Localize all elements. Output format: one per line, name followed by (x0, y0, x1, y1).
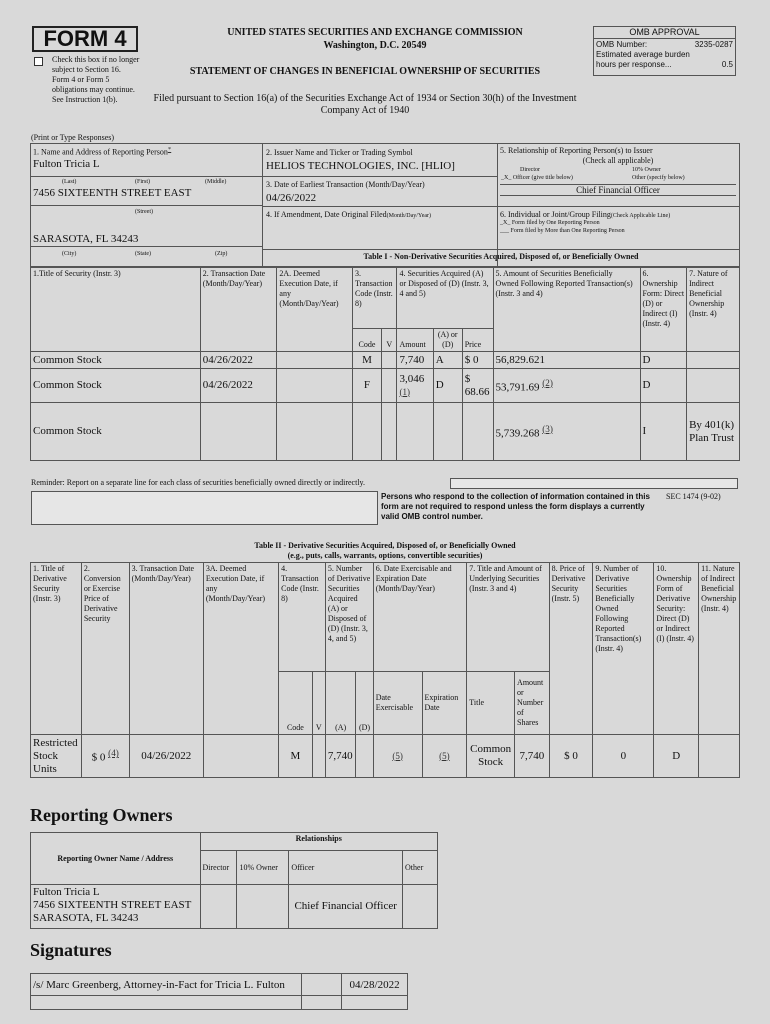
footnote-link[interactable]: (3) (542, 423, 553, 434)
cell-amount: 7,740 (397, 352, 433, 369)
table2-subtitle: (e.g., puts, calls, warrants, options, convertible securities) (287, 551, 483, 560)
city-label: (City) (62, 251, 77, 257)
t2-c3a-header: 3A. Deemed Execution Date, if any (Month/Day/Year) (203, 563, 278, 735)
cell-date: 04/26/2022 (200, 352, 277, 369)
owners-officer-header: Officer (289, 851, 403, 885)
t1-col2-header: 2. Transaction Date (Month/Day/Year) (200, 268, 277, 352)
persons-notice: Persons who respond to the collection of information contained in this form are not required to respond unless the form displays a currently valid OMB control number. (381, 492, 650, 521)
sec-code: SEC 1474 (9-02) (666, 492, 721, 501)
cell-d (356, 735, 373, 778)
cell-nature (699, 735, 740, 778)
t1-sub-amount: Amount (397, 329, 433, 352)
cell-a: 7,740 (325, 735, 356, 778)
t2-sub-title: Title (467, 672, 515, 735)
t1-col2a-header: 2A. Deemed Execution Date, if any (Month/Day/Year) (277, 268, 353, 352)
t2-c4-header: 4. Transaction Code (Instr. 8) (279, 563, 326, 672)
t2-c1-header: 1. Title of Derivative Security (Instr. 3) (31, 563, 82, 735)
table1 (30, 267, 740, 461)
cell-title: Common Stock (31, 403, 201, 461)
cell-date: 04/26/2022 (129, 735, 203, 778)
cell-amount: 3,046 (399, 372, 425, 385)
owners-other-header: Other (403, 851, 438, 885)
field4-label: 4. If Amendment, Date Original Filed (266, 210, 387, 219)
t2-sub-v: V (312, 672, 325, 735)
table2-title: Table II - Derivative Securities Acquired, Disposed of, or Beneficially Owned (254, 541, 516, 550)
owners-relationships-header: Relationships (200, 833, 438, 851)
t1-col7-header: 7. Nature of Indirect Beneficial Ownership (Instr. 4) (687, 268, 740, 352)
signature-date: 04/28/2022 (342, 974, 408, 996)
omb-burden: Estimated average burden (596, 50, 690, 59)
field6-opt1: _X_ Form filed by One Reporting Person (500, 220, 600, 226)
t1-col5-header: 5. Amount of Securities Beneficially Owned Following Reported Transaction(s) (Instr. 3 and 4) (493, 268, 640, 352)
cell-nature: By 401(k) Plan Trust (687, 403, 740, 461)
reporting-name: Fulton Tricia L (33, 158, 100, 170)
checkbox-text: Check this box if no longer subject to Section 16. Form 4 or Form 5 obligations may continue. See Instruction 1(b). (52, 55, 140, 104)
street-label: (Street) (135, 209, 153, 215)
cell-aord: A (433, 352, 462, 369)
filed-pursuant: Filed pursuant to Section 16(a) of the Securities Exchange Act of 1934 or Section 30(h) of the Investment Company Act of 1940 (153, 93, 577, 116)
cell-form: D (640, 352, 687, 369)
omb-box (593, 26, 736, 76)
reporting-street: 7456 SIXTEENTH STREET EAST (33, 187, 192, 199)
cell-code: F (352, 369, 381, 403)
last-label: (Last) (62, 179, 77, 185)
director-option: Director (520, 167, 540, 173)
signatures-table (30, 973, 408, 1010)
officer-title: Chief Financial Officer (500, 184, 736, 196)
owner-city: SARASOTA, FL 34243 (33, 912, 139, 924)
field5-sub: (Check all applicable) (582, 156, 654, 165)
t2-c11-header: 11. Nature of Indirect Beneficial Ownership (Instr. 4) (699, 563, 740, 735)
cell-price: $ 0 (462, 352, 493, 369)
signatures-heading: Signatures (30, 940, 112, 960)
field3-label: 3. Date of Earliest Transaction (Month/Day/Year) (266, 180, 425, 189)
form-title: FORM 4 (43, 26, 127, 51)
t2-sub-exp: Expiration Date (422, 672, 467, 735)
cell-owned: 0 (593, 735, 654, 778)
reminder-box-left (31, 491, 378, 525)
reminder-text: Reminder: Report on a separate line for each class of securities beneficially owned directly or indirectly. (31, 478, 366, 487)
field1-label: 1. Name and Address of Reporting Person (33, 147, 168, 157)
cell-owned: 53,791.69 (495, 381, 540, 394)
cell-v (381, 352, 397, 369)
footnote-link[interactable]: (2) (542, 377, 553, 388)
cell-price: $ 0 (91, 751, 106, 764)
cell-deriv-price: $ 0 (549, 735, 593, 778)
t2-sub-d: (D) (356, 672, 373, 735)
t1-col4-header: 4. Securities Acquired (A) or Disposed of (D) (Instr. 3, 4 and 5) (397, 268, 493, 329)
cell-code (352, 403, 381, 461)
earliest-date: 04/26/2022 (266, 192, 317, 204)
t2-sub-amount: Amount or Number of Shares (515, 672, 550, 735)
agency-location: Washington, D.C. 20549 (323, 40, 427, 51)
field2-label: 2. Issuer Name and Ticker or Trading Symbol (266, 148, 413, 157)
omb-number-label: OMB Number: (596, 40, 648, 49)
t1-sub-code: Code (352, 329, 381, 352)
cell-price: $ 68.66 (462, 369, 493, 403)
cell-amount (397, 403, 433, 461)
footnote-link[interactable]: (5) (422, 735, 467, 778)
owners-table (30, 832, 438, 929)
zip-label: (Zip) (215, 251, 228, 257)
cell-date: 04/26/2022 (200, 369, 277, 403)
field5-label: 5. Relationship of Reporting Person(s) to Issuer (500, 146, 653, 155)
form-title-box (32, 26, 138, 52)
cell-form: I (640, 403, 687, 461)
field6-small: (Check Applicable Line) (610, 213, 671, 219)
reporting-city: SARASOTA, FL 34243 (33, 233, 139, 245)
agency-title: UNITED STATES SECURITIES AND EXCHANGE COMMISSION (227, 27, 523, 38)
owner-name: Fulton Tricia L (33, 886, 100, 898)
t2-c3-header: 3. Transaction Date (Month/Day/Year) (129, 563, 203, 735)
owners-heading: Reporting Owners (30, 805, 173, 825)
cell-code: M (279, 735, 313, 778)
t2-sub-dateex: Date Exercisable (373, 672, 422, 735)
cell-underlying-amount: 7,740 (515, 735, 550, 778)
statement-title: STATEMENT OF CHANGES IN BENEFICIAL OWNERSHIP OF SECURITIES (189, 66, 541, 77)
table-row (31, 352, 740, 369)
table-row (31, 885, 438, 929)
t2-c6-header: 6. Date Exercisable and Expiration Date (Month/Day/Year) (373, 563, 467, 672)
cell-form: D (640, 369, 687, 403)
t1-col1-header: 1.Title of Security (Instr. 3) (31, 268, 201, 352)
omb-title: OMB APPROVAL (594, 27, 735, 39)
table1-title: Table I - Non-Derivative Securities Acquired, Disposed of, or Beneficially Owned (363, 252, 639, 261)
middle-label: (Middle) (205, 179, 227, 185)
cell-underlying-title: Common Stock (467, 735, 515, 778)
cell-deemed (277, 352, 353, 369)
other-option: Other (specify below) (632, 175, 685, 181)
t1-sub-price: Price (462, 329, 493, 352)
cell-deemed (203, 735, 278, 778)
cell-title: Common Stock (31, 352, 201, 369)
signer: /s/ Marc Greenberg, Attorney-in-Fact for Tricia L. Fulton (31, 974, 302, 996)
cell-v (312, 735, 325, 778)
t2-c5-header: 5. Number of Derivative Securities Acquired (A) or Disposed of (D) (Instr. 3, 4, and 5) (325, 563, 373, 672)
print-type: (Print or Type Responses) (31, 133, 115, 142)
cell-aord: D (433, 369, 462, 403)
footnote-link[interactable]: (4) (108, 748, 119, 759)
omb-hours: 0.5 (721, 60, 733, 69)
cell-owned: 5,739.268 (495, 427, 540, 440)
state-label: (State) (135, 251, 151, 257)
footnote-link[interactable]: (5) (373, 735, 422, 778)
t2-c9-header: 9. Number of Derivative Securities Beneficially Owned Following Reported Transaction(s) (Instr. 4) (593, 563, 654, 735)
owner-street: 7456 SIXTEENTH STREET EAST (33, 899, 192, 911)
field1-star: * (167, 146, 172, 153)
owners-ten-pct-header: 10% Owner (237, 851, 289, 885)
field6-label: 6. Individual or Joint/Group Filing (500, 210, 611, 219)
checkbox[interactable] (34, 57, 43, 66)
table-row (31, 735, 740, 778)
t1-sub-aord: (A) or (D) (433, 329, 462, 352)
t2-c7-header: 7. Title and Amount of Underlying Securities (Instr. 3 and 4) (467, 563, 549, 672)
t2-c2-header: 2. Conversion or Exercise Price of Derivative Security (81, 563, 129, 735)
t1-sub-v: V (381, 329, 397, 352)
cell-form: D (654, 735, 699, 778)
owners-director-header: Director (200, 851, 237, 885)
table2 (30, 562, 740, 778)
first-label: (First) (135, 179, 150, 185)
cell-aord (433, 403, 462, 461)
footnote-link[interactable]: (1) (399, 386, 410, 397)
cell-deemed (277, 369, 353, 403)
cell-v (381, 369, 397, 403)
owner-officer-title: Chief Financial Officer (289, 885, 403, 929)
cell-v (381, 403, 397, 461)
omb-hours-label: hours per response... (596, 60, 672, 69)
cell-code: M (352, 352, 381, 369)
owners-name-header: Reporting Owner Name / Address (31, 833, 201, 885)
cell-title: Restricted Stock Units (31, 735, 82, 778)
t2-c8-header: 8. Price of Derivative Security (Instr. 5) (549, 563, 593, 735)
cell-owned: 56,829.621 (493, 352, 640, 369)
cell-date (200, 403, 277, 461)
officer-option: _X_ Officer (give title below) (501, 175, 573, 181)
field4-small: (Month/Day/Year) (386, 213, 432, 219)
cell-price (462, 403, 493, 461)
field6-opt2: ___ Form filed by More than One Reporting Person (500, 228, 625, 234)
ten-pct-option: 10% Owner (632, 167, 661, 173)
t2-sub-a: (A) (325, 672, 356, 735)
t1-col3-header: 3. Transaction Code (Instr. 8) (352, 268, 397, 329)
cell-nature (687, 352, 740, 369)
t2-sub-code: Code (279, 672, 313, 735)
omb-number: 3235-0287 (694, 40, 733, 49)
reminder-box-right (450, 478, 738, 489)
cell-nature (687, 369, 740, 403)
issuer-name: HELIOS TECHNOLOGIES, INC. [HLIO] (266, 160, 455, 172)
t2-c10-header: 10. Ownership Form of Derivative Security: Direct (D) or Indirect (I) (Instr. 4) (654, 563, 699, 735)
cell-deemed (277, 403, 353, 461)
cell-title: Common Stock (31, 369, 201, 403)
table-row (31, 403, 740, 461)
table-row (31, 369, 740, 403)
t1-col6-header: 6. Ownership Form: Direct (D) or Indirect (I) (Instr. 4) (640, 268, 687, 352)
